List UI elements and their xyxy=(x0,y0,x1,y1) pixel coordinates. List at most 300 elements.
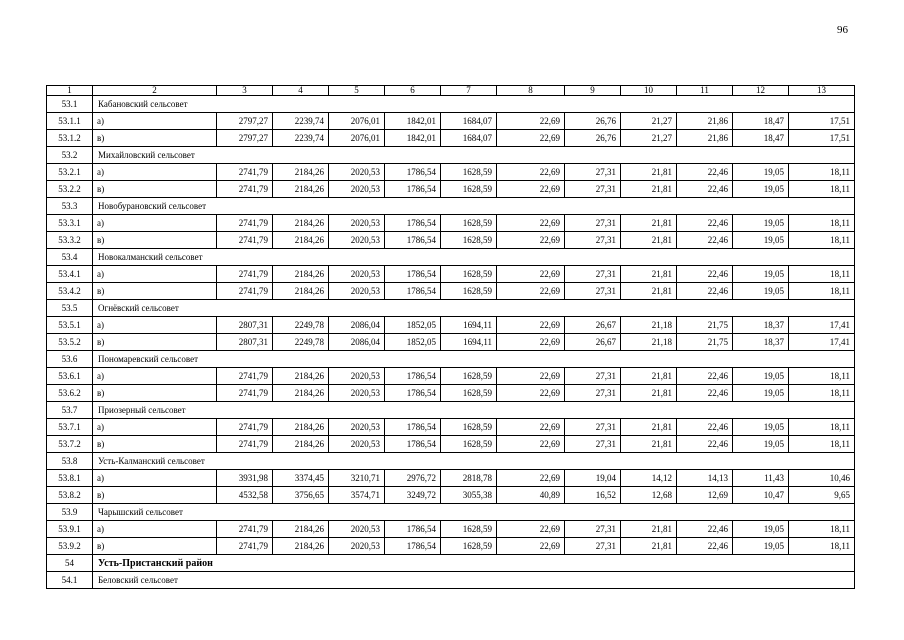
row-label: в) xyxy=(93,283,217,300)
value-cell: 21,18 xyxy=(621,317,677,334)
value-cell: 22,46 xyxy=(677,266,733,283)
value-cell: 2086,04 xyxy=(329,334,385,351)
value-cell: 19,05 xyxy=(733,368,789,385)
value-cell: 4532,58 xyxy=(217,487,273,504)
value-cell: 18,11 xyxy=(789,266,855,283)
value-cell: 22,69 xyxy=(497,283,565,300)
value-cell: 2249,78 xyxy=(273,317,329,334)
value-cell: 2741,79 xyxy=(217,215,273,232)
row-code: 53.1.1 xyxy=(47,113,93,130)
value-cell: 1628,59 xyxy=(441,419,497,436)
value-cell: 21,81 xyxy=(621,283,677,300)
table-row xyxy=(47,368,855,385)
value-cell: 22,69 xyxy=(497,317,565,334)
region-name: Усть-Пристанский район xyxy=(93,555,855,572)
value-cell: 2741,79 xyxy=(217,283,273,300)
column-header: 7 xyxy=(441,86,497,96)
row-label: а) xyxy=(93,368,217,385)
value-cell: 22,69 xyxy=(497,164,565,181)
value-cell: 1786,54 xyxy=(385,538,441,555)
value-cell: 21,86 xyxy=(677,130,733,147)
value-cell: 2741,79 xyxy=(217,164,273,181)
value-cell: 18,11 xyxy=(789,283,855,300)
value-cell: 19,05 xyxy=(733,215,789,232)
value-cell: 18,11 xyxy=(789,419,855,436)
row-label: а) xyxy=(93,113,217,130)
section-name: Новокалманский сельсовет xyxy=(93,249,855,266)
column-header: 12 xyxy=(733,86,789,96)
value-cell: 21,81 xyxy=(621,436,677,453)
row-label: в) xyxy=(93,538,217,555)
value-cell: 22,46 xyxy=(677,436,733,453)
value-cell: 27,31 xyxy=(565,538,621,555)
value-cell: 1628,59 xyxy=(441,538,497,555)
value-cell: 1786,54 xyxy=(385,215,441,232)
section-row xyxy=(47,147,855,164)
value-cell: 1684,07 xyxy=(441,113,497,130)
value-cell: 18,11 xyxy=(789,368,855,385)
value-cell: 2020,53 xyxy=(329,436,385,453)
value-cell: 18,37 xyxy=(733,334,789,351)
value-cell: 2741,79 xyxy=(217,436,273,453)
value-cell: 1852,05 xyxy=(385,317,441,334)
value-cell: 3210,71 xyxy=(329,470,385,487)
row-label: в) xyxy=(93,334,217,351)
value-cell: 19,04 xyxy=(565,470,621,487)
section-row xyxy=(47,572,855,589)
column-header: 6 xyxy=(385,86,441,96)
table-row xyxy=(47,419,855,436)
value-cell: 18,11 xyxy=(789,521,855,538)
section-row xyxy=(47,504,855,521)
section-name: Приозерный сельсовет xyxy=(93,402,855,419)
value-cell: 21,81 xyxy=(621,521,677,538)
value-cell: 2741,79 xyxy=(217,181,273,198)
section-row xyxy=(47,402,855,419)
table-row xyxy=(47,181,855,198)
row-code: 53.2 xyxy=(47,147,93,164)
tariff-table xyxy=(46,85,855,589)
value-cell: 21,81 xyxy=(621,232,677,249)
value-cell: 2741,79 xyxy=(217,266,273,283)
row-label: в) xyxy=(93,487,217,504)
value-cell: 27,31 xyxy=(565,283,621,300)
value-cell: 2020,53 xyxy=(329,232,385,249)
value-cell: 16,52 xyxy=(565,487,621,504)
value-cell: 10,46 xyxy=(789,470,855,487)
section-name: Кабановский сельсовет xyxy=(93,96,855,113)
value-cell: 21,75 xyxy=(677,317,733,334)
row-label: а) xyxy=(93,266,217,283)
value-cell: 12,69 xyxy=(677,487,733,504)
row-code: 54.1 xyxy=(47,572,93,589)
value-cell: 22,69 xyxy=(497,538,565,555)
value-cell: 1628,59 xyxy=(441,368,497,385)
table-row xyxy=(47,385,855,402)
value-cell: 2184,26 xyxy=(273,385,329,402)
value-cell: 2818,78 xyxy=(441,470,497,487)
value-cell: 18,11 xyxy=(789,232,855,249)
value-cell: 2184,26 xyxy=(273,215,329,232)
value-cell: 2741,79 xyxy=(217,419,273,436)
value-cell: 2249,78 xyxy=(273,334,329,351)
table-row xyxy=(47,130,855,147)
table-row xyxy=(47,470,855,487)
table-row xyxy=(47,487,855,504)
section-row xyxy=(47,198,855,215)
value-cell: 22,69 xyxy=(497,385,565,402)
value-cell: 21,27 xyxy=(621,113,677,130)
value-cell: 14,12 xyxy=(621,470,677,487)
table-row xyxy=(47,283,855,300)
value-cell: 22,46 xyxy=(677,538,733,555)
value-cell: 22,46 xyxy=(677,368,733,385)
table-row xyxy=(47,436,855,453)
row-code: 53.5 xyxy=(47,300,93,317)
row-label: в) xyxy=(93,232,217,249)
value-cell: 2741,79 xyxy=(217,368,273,385)
row-code: 53.7.2 xyxy=(47,436,93,453)
value-cell: 22,69 xyxy=(497,368,565,385)
value-cell: 2184,26 xyxy=(273,232,329,249)
value-cell: 19,05 xyxy=(733,283,789,300)
value-cell: 18,11 xyxy=(789,385,855,402)
value-cell: 19,05 xyxy=(733,181,789,198)
value-cell: 22,69 xyxy=(497,232,565,249)
value-cell: 3374,45 xyxy=(273,470,329,487)
value-cell: 27,31 xyxy=(565,436,621,453)
value-cell: 1786,54 xyxy=(385,232,441,249)
value-cell: 22,69 xyxy=(497,436,565,453)
value-cell: 2741,79 xyxy=(217,521,273,538)
page-number: 96 xyxy=(837,24,848,36)
value-cell: 27,31 xyxy=(565,232,621,249)
column-header: 10 xyxy=(621,86,677,96)
value-cell: 2020,53 xyxy=(329,385,385,402)
row-code: 53.4.2 xyxy=(47,283,93,300)
value-cell: 18,11 xyxy=(789,164,855,181)
value-cell: 17,51 xyxy=(789,113,855,130)
value-cell: 22,46 xyxy=(677,164,733,181)
value-cell: 27,31 xyxy=(565,385,621,402)
value-cell: 26,67 xyxy=(565,334,621,351)
value-cell: 22,69 xyxy=(497,113,565,130)
value-cell: 1628,59 xyxy=(441,181,497,198)
value-cell: 2020,53 xyxy=(329,164,385,181)
value-cell: 2184,26 xyxy=(273,521,329,538)
value-cell: 1628,59 xyxy=(441,436,497,453)
section-row xyxy=(47,96,855,113)
value-cell: 22,46 xyxy=(677,419,733,436)
row-label: а) xyxy=(93,419,217,436)
column-header: 9 xyxy=(565,86,621,96)
value-cell: 1842,01 xyxy=(385,130,441,147)
value-cell: 1694,11 xyxy=(441,317,497,334)
column-header: 4 xyxy=(273,86,329,96)
row-code: 53.1.2 xyxy=(47,130,93,147)
value-cell: 2020,53 xyxy=(329,266,385,283)
value-cell: 2807,31 xyxy=(217,317,273,334)
value-cell: 22,69 xyxy=(497,470,565,487)
value-cell: 3055,38 xyxy=(441,487,497,504)
table-row xyxy=(47,334,855,351)
row-code: 53.8.1 xyxy=(47,470,93,487)
value-cell: 1786,54 xyxy=(385,181,441,198)
table-row xyxy=(47,317,855,334)
value-cell: 2807,31 xyxy=(217,334,273,351)
row-code: 53.7 xyxy=(47,402,93,419)
section-row xyxy=(47,249,855,266)
column-header: 8 xyxy=(497,86,565,96)
section-row xyxy=(47,351,855,368)
value-cell: 19,05 xyxy=(733,385,789,402)
value-cell: 11,43 xyxy=(733,470,789,487)
row-code: 53.3 xyxy=(47,198,93,215)
value-cell: 1628,59 xyxy=(441,521,497,538)
value-cell: 22,46 xyxy=(677,385,733,402)
row-label: а) xyxy=(93,470,217,487)
value-cell: 1786,54 xyxy=(385,283,441,300)
section-name: Новобурановский сельсовет xyxy=(93,198,855,215)
value-cell: 2020,53 xyxy=(329,521,385,538)
value-cell: 22,69 xyxy=(497,130,565,147)
value-cell: 40,89 xyxy=(497,487,565,504)
value-cell: 2184,26 xyxy=(273,436,329,453)
value-cell: 19,05 xyxy=(733,419,789,436)
section-name: Пономаревский сельсовет xyxy=(93,351,855,368)
section-name: Чарышский сельсовет xyxy=(93,504,855,521)
section-row xyxy=(47,453,855,470)
value-cell: 19,05 xyxy=(733,232,789,249)
value-cell: 27,31 xyxy=(565,266,621,283)
row-label: а) xyxy=(93,317,217,334)
value-cell: 9,65 xyxy=(789,487,855,504)
row-label: в) xyxy=(93,436,217,453)
value-cell: 2020,53 xyxy=(329,368,385,385)
value-cell: 2020,53 xyxy=(329,283,385,300)
value-cell: 1628,59 xyxy=(441,232,497,249)
table-row xyxy=(47,521,855,538)
value-cell: 21,81 xyxy=(621,164,677,181)
column-header: 11 xyxy=(677,86,733,96)
value-cell: 26,76 xyxy=(565,113,621,130)
value-cell: 21,86 xyxy=(677,113,733,130)
value-cell: 1628,59 xyxy=(441,385,497,402)
value-cell: 1786,54 xyxy=(385,385,441,402)
section-name: Михайловский сельсовет xyxy=(93,147,855,164)
row-code: 53.2.1 xyxy=(47,164,93,181)
value-cell: 2020,53 xyxy=(329,538,385,555)
value-cell: 27,31 xyxy=(565,521,621,538)
value-cell: 18,47 xyxy=(733,113,789,130)
row-code: 53.9 xyxy=(47,504,93,521)
row-code: 53.5.1 xyxy=(47,317,93,334)
value-cell: 1786,54 xyxy=(385,368,441,385)
column-header: 13 xyxy=(789,86,855,96)
value-cell: 19,05 xyxy=(733,266,789,283)
value-cell: 21,75 xyxy=(677,334,733,351)
table-row xyxy=(47,164,855,181)
row-label: в) xyxy=(93,385,217,402)
value-cell: 2076,01 xyxy=(329,130,385,147)
value-cell: 1786,54 xyxy=(385,436,441,453)
value-cell: 2741,79 xyxy=(217,538,273,555)
value-cell: 22,69 xyxy=(497,521,565,538)
value-cell: 1786,54 xyxy=(385,164,441,181)
value-cell: 18,47 xyxy=(733,130,789,147)
value-cell: 22,46 xyxy=(677,283,733,300)
row-code: 53.3.2 xyxy=(47,232,93,249)
region-row xyxy=(47,555,855,572)
value-cell: 19,05 xyxy=(733,436,789,453)
value-cell: 22,69 xyxy=(497,266,565,283)
row-code: 53.9.2 xyxy=(47,538,93,555)
column-header: 2 xyxy=(93,86,217,96)
value-cell: 21,81 xyxy=(621,181,677,198)
value-cell: 1694,11 xyxy=(441,334,497,351)
value-cell: 22,69 xyxy=(497,334,565,351)
value-cell: 10,47 xyxy=(733,487,789,504)
column-header: 5 xyxy=(329,86,385,96)
value-cell: 2797,27 xyxy=(217,113,273,130)
row-code: 53.3.1 xyxy=(47,215,93,232)
value-cell: 2076,01 xyxy=(329,113,385,130)
row-code: 53.8 xyxy=(47,453,93,470)
value-cell: 21,18 xyxy=(621,334,677,351)
value-cell: 14,13 xyxy=(677,470,733,487)
value-cell: 2741,79 xyxy=(217,232,273,249)
value-cell: 27,31 xyxy=(565,164,621,181)
value-cell: 27,31 xyxy=(565,181,621,198)
value-cell: 18,11 xyxy=(789,215,855,232)
value-cell: 21,81 xyxy=(621,385,677,402)
row-code: 53.5.2 xyxy=(47,334,93,351)
row-label: а) xyxy=(93,521,217,538)
table-row xyxy=(47,113,855,130)
value-cell: 22,46 xyxy=(677,521,733,538)
value-cell: 1628,59 xyxy=(441,283,497,300)
value-cell: 18,11 xyxy=(789,436,855,453)
section-name: Усть-Калманский сельсовет xyxy=(93,453,855,470)
value-cell: 2741,79 xyxy=(217,385,273,402)
value-cell: 19,05 xyxy=(733,521,789,538)
column-header: 1 xyxy=(47,86,93,96)
value-cell: 3756,65 xyxy=(273,487,329,504)
value-cell: 1786,54 xyxy=(385,521,441,538)
value-cell: 21,81 xyxy=(621,215,677,232)
value-cell: 27,31 xyxy=(565,419,621,436)
row-code: 53.1 xyxy=(47,96,93,113)
row-code: 53.8.2 xyxy=(47,487,93,504)
value-cell: 1628,59 xyxy=(441,266,497,283)
value-cell: 1684,07 xyxy=(441,130,497,147)
section-name: Огнёвский сельсовет xyxy=(93,300,855,317)
row-label: в) xyxy=(93,181,217,198)
value-cell: 1852,05 xyxy=(385,334,441,351)
value-cell: 3931,98 xyxy=(217,470,273,487)
value-cell: 1628,59 xyxy=(441,215,497,232)
value-cell: 22,69 xyxy=(497,181,565,198)
value-cell: 21,81 xyxy=(621,368,677,385)
value-cell: 2184,26 xyxy=(273,181,329,198)
value-cell: 21,81 xyxy=(621,266,677,283)
value-cell: 2239,74 xyxy=(273,130,329,147)
value-cell: 27,31 xyxy=(565,215,621,232)
value-cell: 2020,53 xyxy=(329,215,385,232)
row-code: 53.4.1 xyxy=(47,266,93,283)
value-cell: 19,05 xyxy=(733,164,789,181)
value-cell: 2797,27 xyxy=(217,130,273,147)
value-cell: 22,69 xyxy=(497,215,565,232)
row-code: 53.4 xyxy=(47,249,93,266)
value-cell: 2184,26 xyxy=(273,164,329,181)
table-row xyxy=(47,266,855,283)
value-cell: 22,46 xyxy=(677,181,733,198)
value-cell: 2086,04 xyxy=(329,317,385,334)
value-cell: 2184,26 xyxy=(273,266,329,283)
value-cell: 18,11 xyxy=(789,538,855,555)
section-row xyxy=(47,300,855,317)
value-cell: 3574,71 xyxy=(329,487,385,504)
value-cell: 2184,26 xyxy=(273,283,329,300)
value-cell: 26,67 xyxy=(565,317,621,334)
value-cell: 21,27 xyxy=(621,130,677,147)
row-label: а) xyxy=(93,215,217,232)
value-cell: 1786,54 xyxy=(385,266,441,283)
row-code: 54 xyxy=(47,555,93,572)
row-code: 53.2.2 xyxy=(47,181,93,198)
value-cell: 2020,53 xyxy=(329,419,385,436)
row-code: 53.6.1 xyxy=(47,368,93,385)
value-cell: 19,05 xyxy=(733,538,789,555)
row-code: 53.6 xyxy=(47,351,93,368)
table-row xyxy=(47,232,855,249)
value-cell: 1842,01 xyxy=(385,113,441,130)
value-cell: 17,51 xyxy=(789,130,855,147)
value-cell: 22,46 xyxy=(677,232,733,249)
value-cell: 17,41 xyxy=(789,317,855,334)
table-header-row xyxy=(47,86,855,96)
table-row xyxy=(47,215,855,232)
value-cell: 21,81 xyxy=(621,538,677,555)
value-cell: 17,41 xyxy=(789,334,855,351)
value-cell: 2184,26 xyxy=(273,419,329,436)
value-cell: 18,11 xyxy=(789,181,855,198)
value-cell: 22,46 xyxy=(677,215,733,232)
value-cell: 27,31 xyxy=(565,368,621,385)
value-cell: 22,69 xyxy=(497,419,565,436)
value-cell: 1628,59 xyxy=(441,164,497,181)
row-label: в) xyxy=(93,130,217,147)
value-cell: 2020,53 xyxy=(329,181,385,198)
value-cell: 2184,26 xyxy=(273,368,329,385)
value-cell: 1786,54 xyxy=(385,419,441,436)
row-label: а) xyxy=(93,164,217,181)
value-cell: 21,81 xyxy=(621,419,677,436)
value-cell: 2976,72 xyxy=(385,470,441,487)
row-code: 53.7.1 xyxy=(47,419,93,436)
value-cell: 3249,72 xyxy=(385,487,441,504)
value-cell: 12,68 xyxy=(621,487,677,504)
value-cell: 26,76 xyxy=(565,130,621,147)
row-code: 53.6.2 xyxy=(47,385,93,402)
row-code: 53.9.1 xyxy=(47,521,93,538)
value-cell: 2184,26 xyxy=(273,538,329,555)
table-row xyxy=(47,538,855,555)
section-name: Беловский сельсовет xyxy=(93,572,855,589)
value-cell: 18,37 xyxy=(733,317,789,334)
column-header: 3 xyxy=(217,86,273,96)
